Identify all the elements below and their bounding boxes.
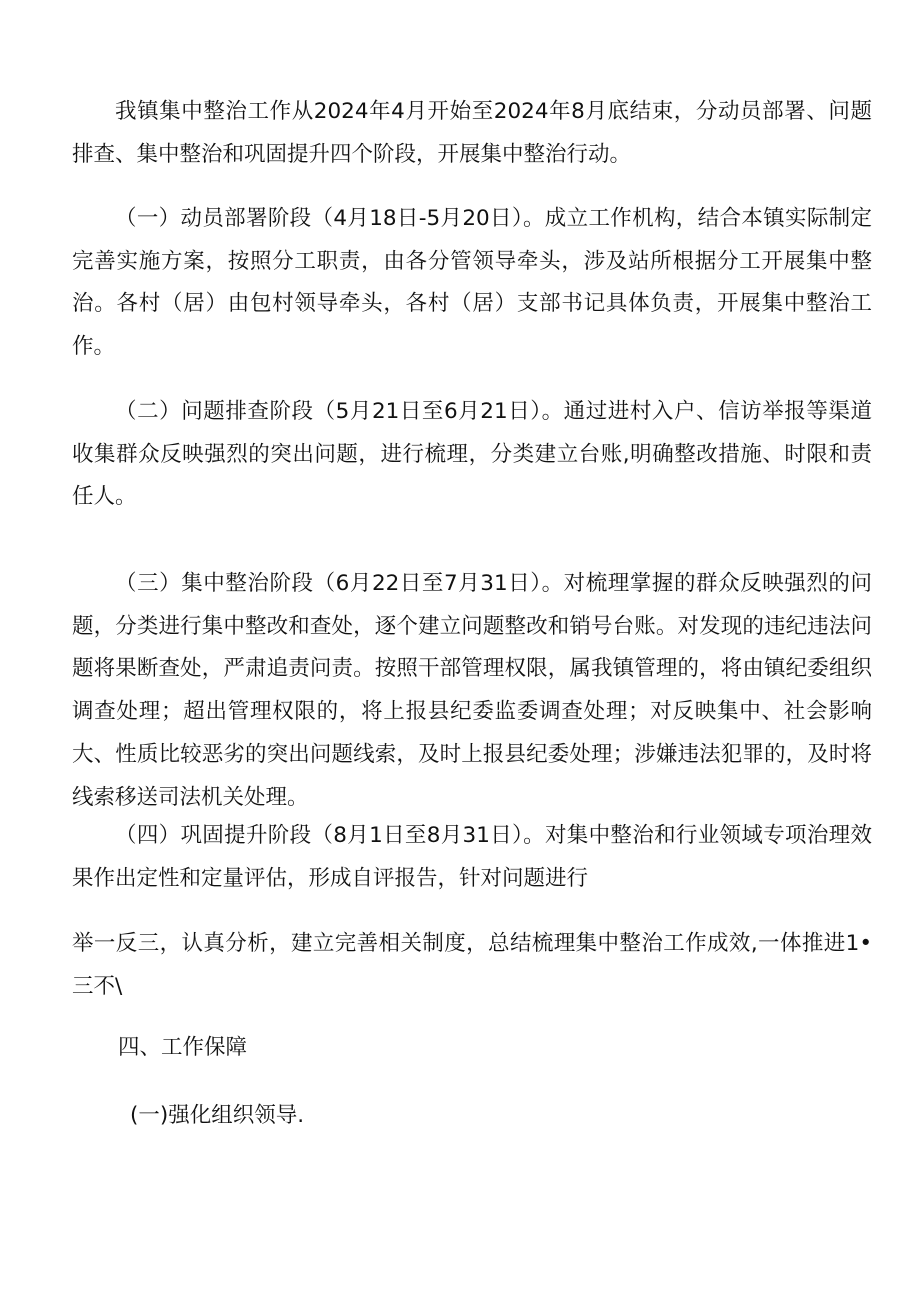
paragraph-stage-3: （三）集中整治阶段（6月22日至7月31日）。对梳理掌握的群众反映强烈的问题，分类进行集中整改和查处，逐个建立问题整改和销号台账。对发现的违纪违法问题将果断查处，严肃追责问责。按照干部管理权限，属我镇管理的，将由镇纪委组织调查处理；超出管理权限的，将上报县纪委监委调查处理；对反映集中、社会影响大、性质比较恶劣的突出问题线索，及时上报县纪委处理；涉嫌违法犯罪的，及时将线索移送司法机关处理。: [72, 571, 872, 810]
paragraph-stage-1: （一）动员部署阶段（4月18日-5月20日）。成立工作机构，结合本镇实际制定完善实施方案，按照分工职责，由各分管领导牵头，涉及站所根据分工开展集中整治。各村（居）由包村领导牵头，各村（居）支部书记具体负责，开展集中整治工作。: [72, 206, 872, 360]
section-heading: 四、工作保障: [118, 1035, 248, 1060]
paragraph-intro: 我镇集中整治工作从2024年4月开始至2024年8月底结束，分动员部署、问题排查、集中整治和巩固提升四个阶段，开展集中整治行动。: [72, 99, 872, 167]
paragraph-stage-2: （二）问题排查阶段（5月21日至6月21日）。通过进村入户、信访举报等渠道收集群众反映强烈的突出问题，进行梳理，分类建立台账,明确整改措施、时限和责任人。: [72, 399, 872, 510]
subsection-heading: (一)强化组织领导.: [130, 1103, 305, 1128]
paragraph-stage-4-continued: 举一反三，认真分析，建立完善相关制度，总结梳理集中整治工作成效,一体推进1•三不\: [72, 931, 872, 999]
paragraph-stage-4: （四）巩固提升阶段（8月1日至8月31日）。对集中整治和行业领域专项治理效果作出定性和定量评估，形成自评报告，针对问题进行: [72, 823, 872, 891]
